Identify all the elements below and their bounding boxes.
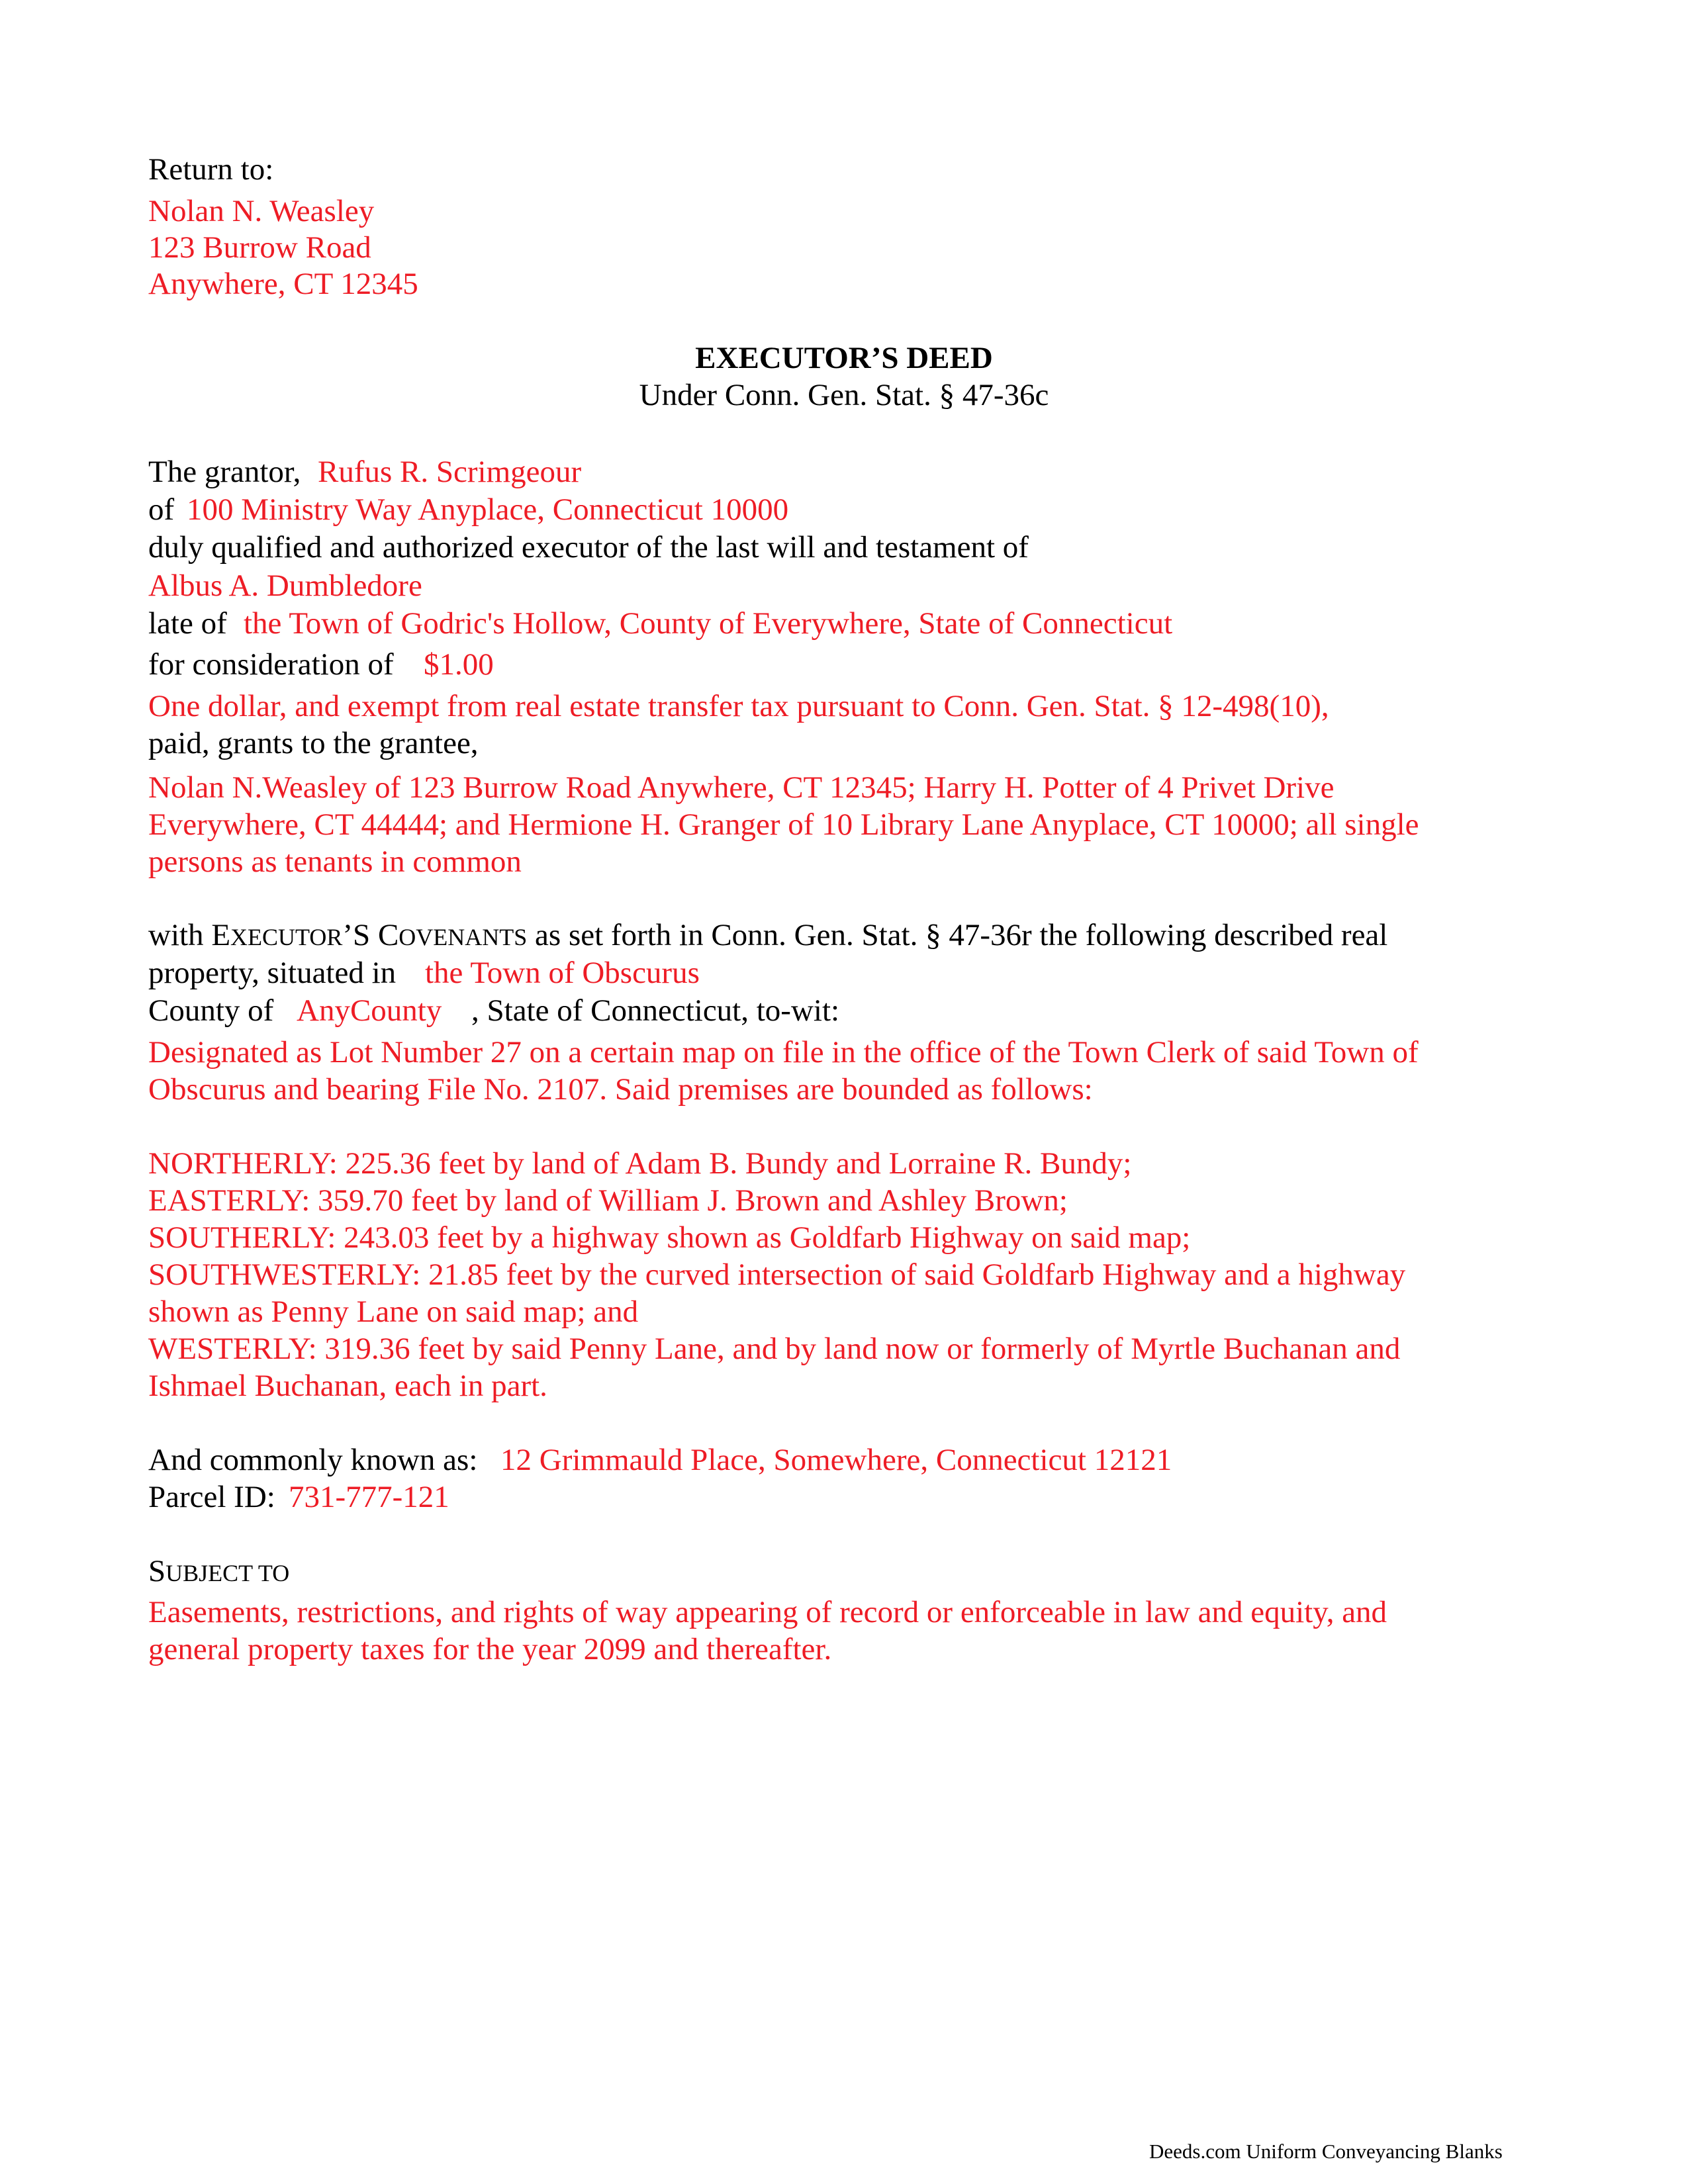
return-to-city: Anywhere, CT 12345 (148, 267, 418, 301)
county-label: County of (148, 993, 274, 1028)
consideration-description: One dollar, and exempt from real estate transfer tax pursuant to Conn. Gen. Stat. § 12-498(10), (148, 689, 1329, 723)
grantor-label: The grantor, (148, 455, 301, 489)
paid-grants-text: paid, grants to the grantee, (148, 726, 479, 760)
return-to-name: Nolan N. Weasley (148, 194, 375, 228)
covenants-line: with EXECUTOR’S COVENANTS as set forth in Conn. Gen. Stat. § 47-36r the following described real (148, 918, 1388, 952)
subject-to-line: Easements, restrictions, and rights of way appearing of record or enforceable in law and equity, and (148, 1595, 1387, 1629)
bound-line: EASTERLY: 359.70 feet by land of William J. Brown and Ashley Brown; (148, 1183, 1068, 1218)
property-town: the Town of Obscurus (425, 956, 700, 990)
known-as-address: 12 Grimmauld Place, Somewhere, Connecticut 12121 (500, 1443, 1172, 1477)
bound-line: WESTERLY: 319.36 feet by said Penny Lane, and by land now or formerly of Myrtle Buchanan and (148, 1332, 1401, 1366)
subject-to-line: general property taxes for the year 2099 and thereafter. (148, 1632, 832, 1666)
late-of-residence: the Town of Godric's Hollow, County of Everywhere, State of Connecticut (244, 606, 1173, 641)
grantor-name: Rufus R. Scrimgeour (318, 455, 582, 489)
bound-line: Ishmael Buchanan, each in part. (148, 1369, 547, 1403)
bound-line: NORTHERLY: 225.36 feet by land of Adam B. Bundy and Lorraine R. Bundy; (148, 1146, 1132, 1181)
state-text: , State of Connecticut, to-wit: (471, 993, 840, 1028)
bound-line: SOUTHERLY: 243.03 feet by a highway shown as Goldfarb Highway on said map; (148, 1220, 1191, 1255)
return-to-street: 123 Burrow Road (148, 230, 371, 265)
deed-title: EXECUTOR’S DEED (695, 341, 993, 375)
consideration-amount: $1.00 (424, 647, 494, 682)
known-as-label: And commonly known as: (148, 1443, 478, 1477)
situated-label: property, situated in (148, 956, 397, 990)
property-county: AnyCounty (297, 993, 442, 1028)
late-of-label: late of (148, 606, 227, 641)
parcel-id-label: Parcel ID: (148, 1480, 275, 1514)
grantor-of-label: of (148, 492, 175, 527)
grantee-line: Everywhere, CT 44444; and Hermione H. Granger of 10 Library Lane Anyplace, CT 10000; all single (148, 807, 1419, 842)
parcel-id: 731-777-121 (289, 1480, 449, 1514)
bound-line: shown as Penny Lane on said map; and (148, 1295, 639, 1329)
legal-description-line: Obscurus and bearing File No. 2107. Said premises are bounded as follows: (148, 1072, 1093, 1107)
grantor-address: 100 Ministry Way Anyplace, Connecticut 10000 (187, 492, 789, 527)
grantee-line: persons as tenants in common (148, 844, 522, 879)
executor-capacity: duly qualified and authorized executor of the last will and testament of (148, 530, 1029, 565)
bound-line: SOUTHWESTERLY: 21.85 feet by the curved intersection of said Goldfarb Highway and a highway (148, 1257, 1406, 1292)
return-to-label: Return to: (148, 152, 274, 187)
decedent-name: Albus A. Dumbledore (148, 569, 422, 603)
consideration-label: for consideration of (148, 647, 394, 682)
subject-to-heading: SUBJECT TO (148, 1554, 290, 1588)
footer-credit: Deeds.com Uniform Conveyancing Blanks (1149, 2140, 1503, 2163)
grantee-line: Nolan N.Weasley of 123 Burrow Road Anywhere, CT 12345; Harry H. Potter of 4 Privet Drive (148, 770, 1335, 805)
legal-description-line: Designated as Lot Number 27 on a certain map on file in the office of the Town Clerk of said Town of (148, 1035, 1419, 1069)
deed-subtitle: Under Conn. Gen. Stat. § 47-36c (639, 378, 1049, 412)
